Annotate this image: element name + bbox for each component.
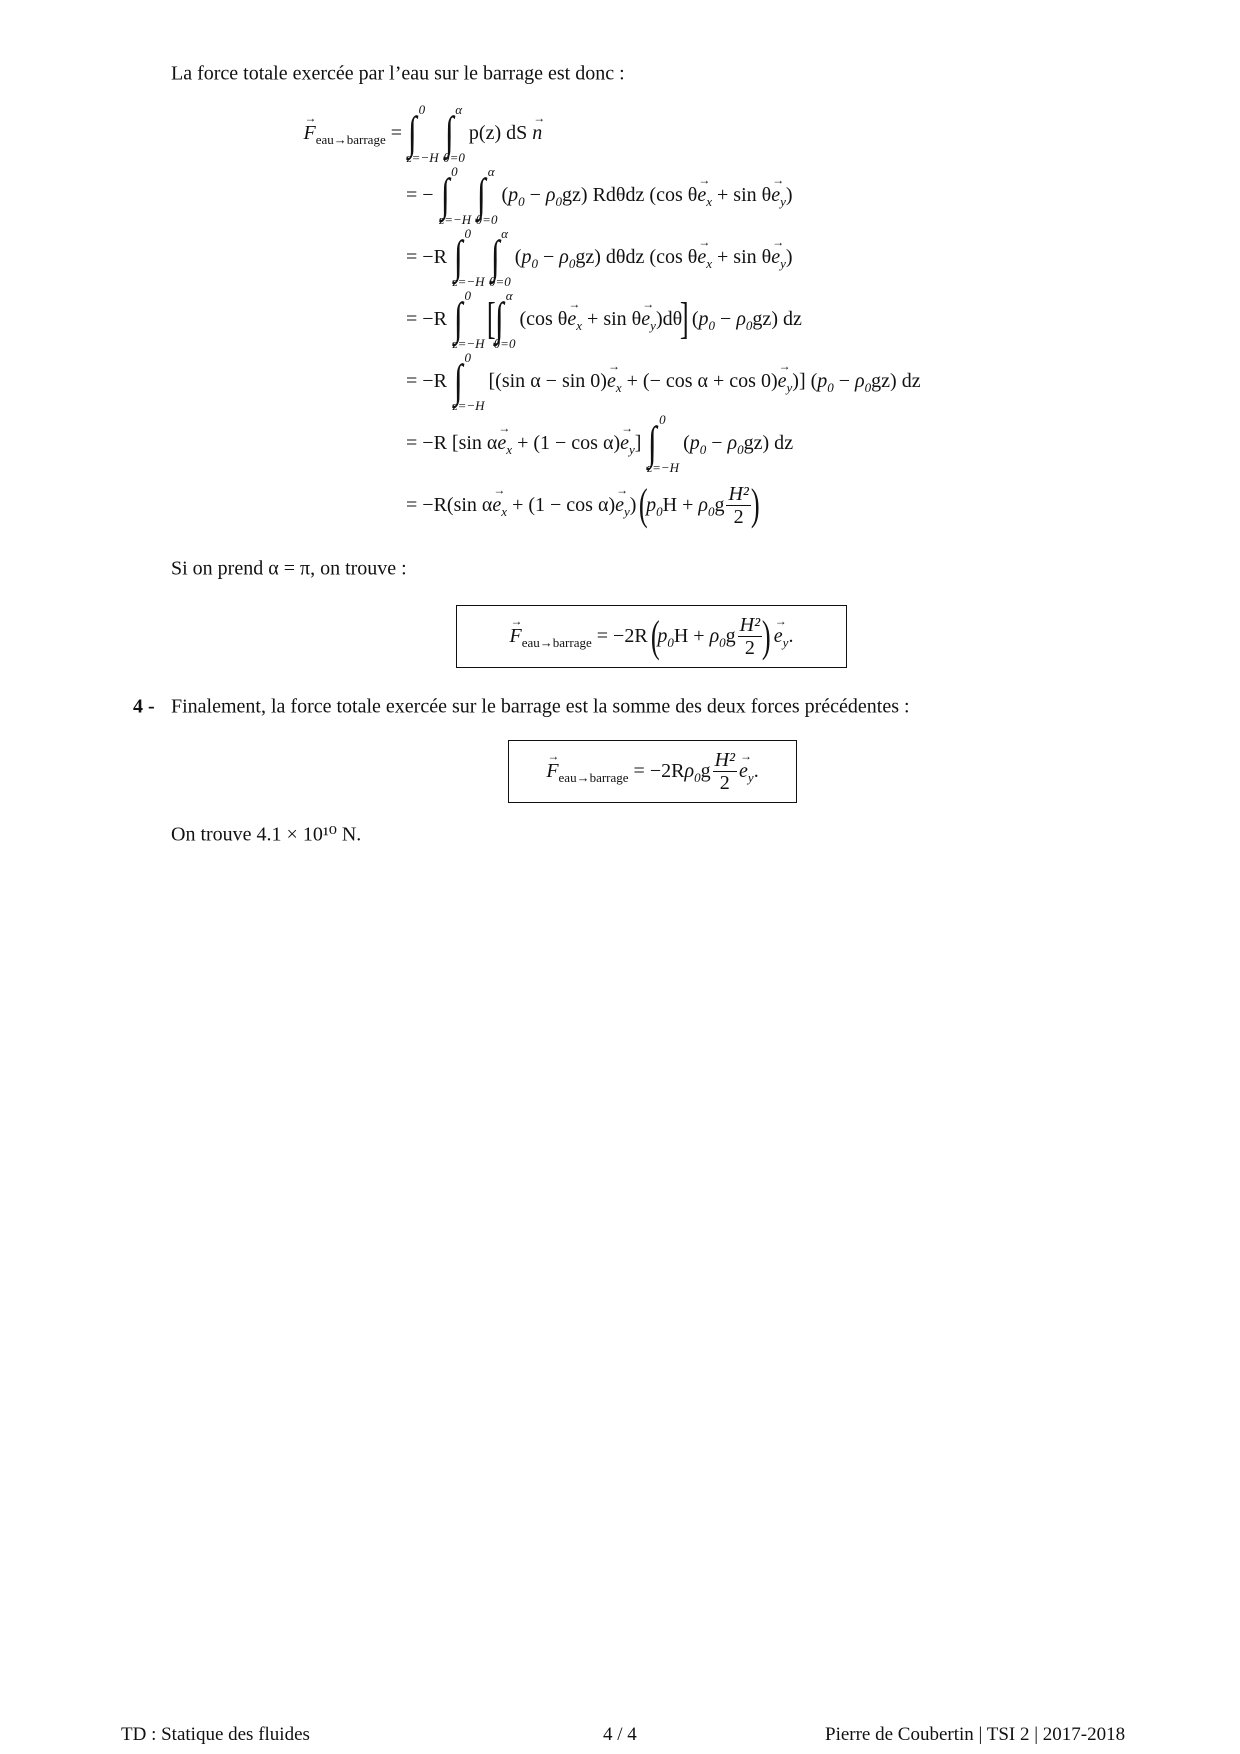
math-text: d	[625, 245, 636, 268]
math-text: (cos	[644, 245, 688, 268]
equation-row	[0, 226, 1240, 288]
subscripted-symbol	[736, 308, 752, 331]
vector-subscript: y	[780, 193, 786, 209]
integral-limits	[452, 226, 485, 289]
subscripted-symbol	[728, 432, 744, 455]
math-symbol: gz	[743, 431, 763, 454]
vector-symbol	[607, 370, 622, 393]
math-text: −	[715, 307, 737, 330]
integral-limits	[452, 288, 485, 351]
numerator: H²	[739, 614, 761, 636]
math-symbol: R	[433, 431, 447, 454]
vector-base: → e	[771, 184, 780, 206]
item-number: 4 -	[133, 695, 155, 718]
symbol-base: ρ	[736, 307, 746, 330]
vector-symbol	[771, 184, 786, 207]
subscript: 0	[518, 193, 525, 209]
math-text: )] (	[792, 369, 818, 392]
math-symbol: α	[697, 369, 708, 392]
boxed-result-2	[508, 740, 797, 803]
subscripted-symbol	[699, 308, 716, 331]
upper-limit: 0	[464, 288, 472, 303]
math-symbol: z	[635, 245, 645, 268]
equation-row	[0, 102, 1240, 164]
equation-rhs	[406, 102, 543, 165]
equation-rhs	[406, 164, 793, 227]
equation-lhs	[303, 122, 402, 145]
vector-symbol	[739, 760, 754, 783]
vector-base: → e	[774, 625, 783, 647]
math-symbol: α	[481, 493, 493, 516]
vector-base: → e	[607, 370, 616, 392]
math-text: +	[688, 625, 710, 647]
math-text: d	[605, 183, 616, 206]
math-symbol: H	[673, 625, 689, 647]
lower-limit: z=−H	[452, 398, 485, 413]
boxed-equation	[510, 612, 794, 662]
math-text: + cos 0)	[708, 369, 778, 392]
math-text: = −	[406, 245, 434, 268]
vector-subscript: x	[615, 379, 622, 395]
integral-limits	[647, 412, 680, 475]
subscript: 0	[745, 317, 753, 333]
integral	[475, 164, 499, 227]
vector-subscript: y	[747, 770, 754, 785]
subscript: 0	[827, 379, 834, 395]
fraction	[713, 749, 737, 794]
math-symbol: θ	[615, 183, 626, 206]
vector-symbol	[774, 625, 789, 648]
math-symbol: R	[634, 625, 653, 647]
math-symbol: R	[433, 307, 452, 330]
boxed-result-1	[456, 605, 847, 668]
lower-limit: θ=0	[443, 150, 465, 165]
math-symbol: α	[602, 431, 614, 454]
equation-row	[0, 412, 1240, 474]
vector-symbol	[497, 432, 512, 455]
subscript: 0	[707, 503, 715, 519]
footer-info: Pierre de Coubertin | TSI 2 | 2017-2018	[825, 1724, 1126, 1745]
subscripted-symbol	[684, 760, 700, 783]
math-symbol: z	[792, 307, 802, 330]
symbol-base: ρ	[559, 245, 569, 268]
vector-symbol	[546, 760, 628, 783]
upper-limit: 0	[659, 412, 666, 427]
upper-limit: 0	[418, 102, 426, 117]
math-text: −	[833, 369, 856, 392]
symbol-base: p	[689, 431, 700, 454]
math-text: ) d	[771, 307, 793, 330]
math-symbol: S	[516, 121, 533, 144]
symbol-base: p	[508, 183, 519, 206]
integral-sign: ∫	[490, 231, 500, 282]
vector-subscript: y	[786, 379, 793, 395]
math-text: ) d	[762, 431, 785, 454]
integral-sign: ∫	[444, 107, 454, 158]
vector-symbol	[510, 625, 592, 648]
vector-base: → e	[567, 308, 576, 330]
math-symbol: g	[714, 493, 725, 516]
math-text: = −2	[591, 625, 635, 647]
equation-rhs	[406, 288, 802, 351]
integral	[452, 350, 487, 413]
lower-limit: θ=0	[475, 212, 498, 227]
numerator: H²	[714, 749, 736, 771]
vector-base: → F	[510, 625, 522, 647]
alpha-text: Si on prend α = π, on trouve :	[171, 557, 407, 580]
math-symbol: R	[592, 183, 606, 206]
subscript: 0	[555, 193, 563, 209]
vector-base: → e	[497, 432, 506, 454]
numerator: H²	[728, 482, 749, 505]
vector-subscript: x	[706, 193, 712, 209]
vector-base: → e	[620, 432, 629, 454]
equation-row	[0, 164, 1240, 226]
math-symbol: z	[784, 431, 794, 454]
math-text: +	[677, 493, 699, 516]
denominator: 2	[744, 637, 755, 659]
vector-symbol	[771, 246, 786, 269]
integral-sign: ∫	[440, 169, 450, 220]
integral	[647, 412, 681, 475]
subscript: 0	[694, 770, 701, 785]
subscript: 0	[699, 441, 707, 457]
vector-symbol	[697, 184, 712, 207]
big-delimiter: [	[486, 294, 496, 343]
math-text: )d	[655, 307, 673, 330]
integral-limits	[406, 102, 439, 165]
integral-sign: ∫	[453, 355, 463, 406]
subscripted-symbol	[817, 370, 834, 393]
fraction	[738, 614, 762, 659]
vector-base: → e	[697, 246, 706, 268]
math-symbol: α	[597, 493, 609, 516]
math-text: ) d	[494, 121, 517, 144]
math-symbol: H	[662, 493, 678, 516]
upper-limit: α	[505, 288, 513, 303]
vector-subscript: y	[782, 635, 789, 650]
math-text: = −	[406, 493, 434, 516]
vector-symbol	[615, 494, 630, 517]
math-text: = −	[406, 431, 434, 454]
symbol-base: p	[817, 369, 828, 392]
math-text: (cos	[644, 183, 688, 206]
math-text: =	[385, 121, 402, 144]
lower-limit: θ=0	[489, 274, 511, 289]
vector-symbol	[641, 308, 656, 331]
math-symbol: θ	[557, 307, 568, 330]
subscripted-symbol	[710, 625, 726, 648]
integral-sign: ∫	[648, 417, 658, 468]
vector-subscript: x	[506, 441, 513, 457]
lower-limit: z=−H	[406, 150, 439, 165]
math-text: ) d	[890, 369, 912, 392]
vector-subscript: y	[624, 503, 630, 519]
math-symbol: R	[433, 369, 452, 392]
math-text: + (1 − cos	[507, 493, 598, 516]
integral	[489, 226, 513, 289]
symbol-base: ρ	[684, 760, 695, 782]
subscript: 0	[667, 635, 674, 650]
math-text: = −2	[628, 760, 672, 782]
vector-subscript: x	[706, 255, 712, 271]
equation-row	[0, 350, 1240, 412]
subscript: 0	[864, 379, 872, 395]
big-delimiter: (	[650, 611, 660, 661]
math-text: (	[478, 121, 486, 144]
big-delimiter: )	[750, 480, 760, 529]
upper-limit: 0	[464, 350, 472, 365]
math-text: = −	[406, 183, 439, 206]
symbol-base: p	[521, 245, 532, 268]
vector-base: → e	[697, 184, 706, 206]
math-symbol: θ	[687, 183, 698, 206]
math-text: [(sin	[488, 369, 531, 392]
math-text: )	[608, 493, 616, 516]
math-text: −	[524, 183, 546, 206]
math-symbol: θ	[761, 183, 772, 206]
subscripted-symbol	[646, 494, 663, 517]
math-symbol: p	[468, 121, 479, 144]
integral	[443, 102, 467, 165]
subscripted-symbol	[508, 184, 525, 207]
math-symbol: g	[725, 625, 736, 647]
math-text: (	[686, 307, 699, 330]
subscript: 0	[737, 441, 744, 457]
footer-title: TD : Statique des fluides	[121, 1724, 310, 1745]
lower-limit: z=−H	[647, 460, 680, 475]
result-text: On trouve 4.1 × 10¹⁰ N.	[171, 823, 362, 846]
big-delimiter: ]	[680, 294, 689, 343]
math-text: (	[683, 431, 690, 454]
integral-sign: ∫	[453, 293, 463, 344]
vector-base: → n	[532, 122, 542, 144]
integral-limits	[439, 164, 472, 227]
math-symbol: gz	[562, 183, 581, 206]
vector-base: → e	[492, 494, 501, 516]
math-text: + (− cos	[621, 369, 698, 392]
equation-rhs	[406, 412, 794, 475]
math-symbol: R	[433, 493, 447, 516]
vector-symbol	[303, 122, 385, 145]
math-text: + sin	[582, 307, 632, 330]
vector-subscript: y	[780, 255, 786, 271]
symbol-base: ρ	[545, 183, 556, 206]
upper-limit: 0	[451, 164, 458, 179]
vector-subscript: x	[576, 317, 583, 333]
vector-symbol	[697, 246, 712, 269]
denominator: 2	[733, 505, 744, 528]
math-symbol: gz	[575, 245, 595, 268]
math-text: ]	[634, 431, 647, 454]
equation-row	[0, 474, 1240, 536]
vector-base: → F	[303, 122, 315, 144]
math-symbol: R	[671, 760, 685, 782]
item-text: Finalement, la force totale exercée sur le barrage est la somme des deux forces précédentes :	[171, 695, 910, 718]
math-symbol: θ	[615, 245, 626, 268]
integral	[406, 102, 441, 165]
vector-base: → e	[641, 308, 650, 330]
lower-limit: z=−H	[439, 212, 472, 227]
subscript: 0	[719, 635, 726, 650]
lower-limit: z=−H	[452, 336, 485, 351]
math-symbol: z	[635, 183, 645, 206]
vector-symbol	[532, 122, 542, 145]
equation-row	[0, 288, 1240, 350]
denominator: 2	[719, 772, 730, 794]
equation-rhs	[406, 480, 758, 530]
math-text: )	[785, 183, 793, 206]
math-symbol: θ	[672, 307, 683, 330]
math-symbol: z	[485, 121, 495, 144]
lower-limit: θ=0	[493, 336, 516, 351]
subscripted-symbol	[657, 625, 674, 648]
subscripted-symbol	[546, 184, 562, 207]
symbol-base: p	[657, 625, 668, 647]
math-text: )	[613, 431, 621, 454]
intro-text: La force totale exercée par l’eau sur le barrage est donc :	[171, 62, 625, 85]
math-text: .	[753, 760, 759, 782]
math-text: .	[788, 625, 794, 647]
vector-symbol	[620, 432, 635, 455]
vector-subscript: y	[650, 317, 656, 333]
vector-base: → e	[739, 760, 748, 782]
integral-sign: ∫	[407, 107, 417, 158]
lower-limit: z=−H	[452, 274, 485, 289]
subscripted-symbol	[521, 246, 538, 269]
upper-limit: 0	[464, 226, 472, 241]
integral-sign: ∫	[453, 231, 463, 282]
math-symbol: α	[486, 431, 498, 454]
big-delimiter: (	[639, 480, 649, 529]
math-symbol: θ	[761, 245, 772, 268]
math-symbol: g	[700, 760, 711, 782]
math-text: + sin	[712, 245, 762, 268]
math-text: ) d	[594, 245, 616, 268]
math-text: −	[706, 431, 728, 454]
vector-subscript: eau→barrage	[558, 770, 629, 785]
math-text: )	[629, 493, 642, 516]
integral	[452, 226, 487, 289]
math-symbol: θ	[687, 245, 698, 268]
subscript: 0	[568, 255, 576, 271]
math-symbol: gz	[752, 307, 772, 330]
vector-base: → e	[615, 494, 624, 516]
subscripted-symbol	[698, 494, 714, 517]
equation-rhs	[406, 350, 921, 413]
math-text: = −	[406, 369, 434, 392]
upper-limit: α	[455, 102, 463, 117]
symbol-base: ρ	[727, 431, 738, 454]
vector-symbol	[567, 308, 582, 331]
math-symbol: gz	[871, 369, 891, 392]
math-symbol: z	[911, 369, 921, 392]
math-text: (sin	[446, 493, 482, 516]
math-text: − sin 0)	[540, 369, 607, 392]
math-symbol: R	[433, 245, 452, 268]
symbol-base: ρ	[709, 625, 720, 647]
vector-subscript: x	[501, 503, 508, 519]
big-delimiter: )	[762, 611, 771, 661]
symbol-base: p	[646, 493, 657, 516]
math-text: )	[785, 245, 793, 268]
equation-rhs	[406, 226, 793, 289]
vector-symbol	[492, 494, 507, 517]
vector-base: → F	[546, 760, 558, 782]
integral	[493, 288, 517, 351]
vector-subscript: eau→barrage	[521, 635, 592, 650]
vector-subscript: y	[629, 441, 635, 457]
upper-limit: α	[487, 164, 495, 179]
math-text: d	[625, 183, 636, 206]
subscripted-symbol	[690, 432, 707, 455]
symbol-base: ρ	[855, 369, 865, 392]
math-text: −	[537, 245, 560, 268]
math-symbol: α	[530, 369, 541, 392]
math-text: )	[580, 183, 593, 206]
math-text: [sin	[446, 431, 487, 454]
math-text: (	[514, 245, 522, 268]
integral	[439, 164, 474, 227]
boxed-equation	[546, 749, 758, 794]
integral-sign: ∫	[477, 169, 486, 220]
vector-symbol	[778, 370, 793, 393]
integral	[452, 288, 487, 351]
math-text: + sin	[712, 183, 762, 206]
math-text: + (1 − cos	[512, 431, 603, 454]
math-text: = −	[406, 307, 434, 330]
subscripted-symbol	[559, 246, 575, 269]
subscript: 0	[656, 503, 663, 519]
footer-page-number: 4 / 4	[603, 1724, 637, 1745]
math-text: (	[501, 183, 509, 206]
subscript: 0	[531, 255, 538, 271]
vector-base: → e	[778, 370, 787, 392]
integral-limits	[452, 350, 485, 413]
math-text: (cos	[519, 307, 558, 330]
vector-base: → e	[771, 246, 780, 268]
symbol-base: ρ	[698, 493, 708, 516]
integral-sign: ∫	[495, 293, 504, 344]
vector-subscript: eau→barrage	[315, 131, 386, 147]
upper-limit: α	[501, 226, 508, 241]
symbol-base: p	[698, 307, 709, 330]
math-symbol: θ	[631, 307, 642, 330]
subscripted-symbol	[855, 370, 871, 393]
fraction	[726, 483, 750, 528]
subscript: 0	[708, 317, 716, 333]
